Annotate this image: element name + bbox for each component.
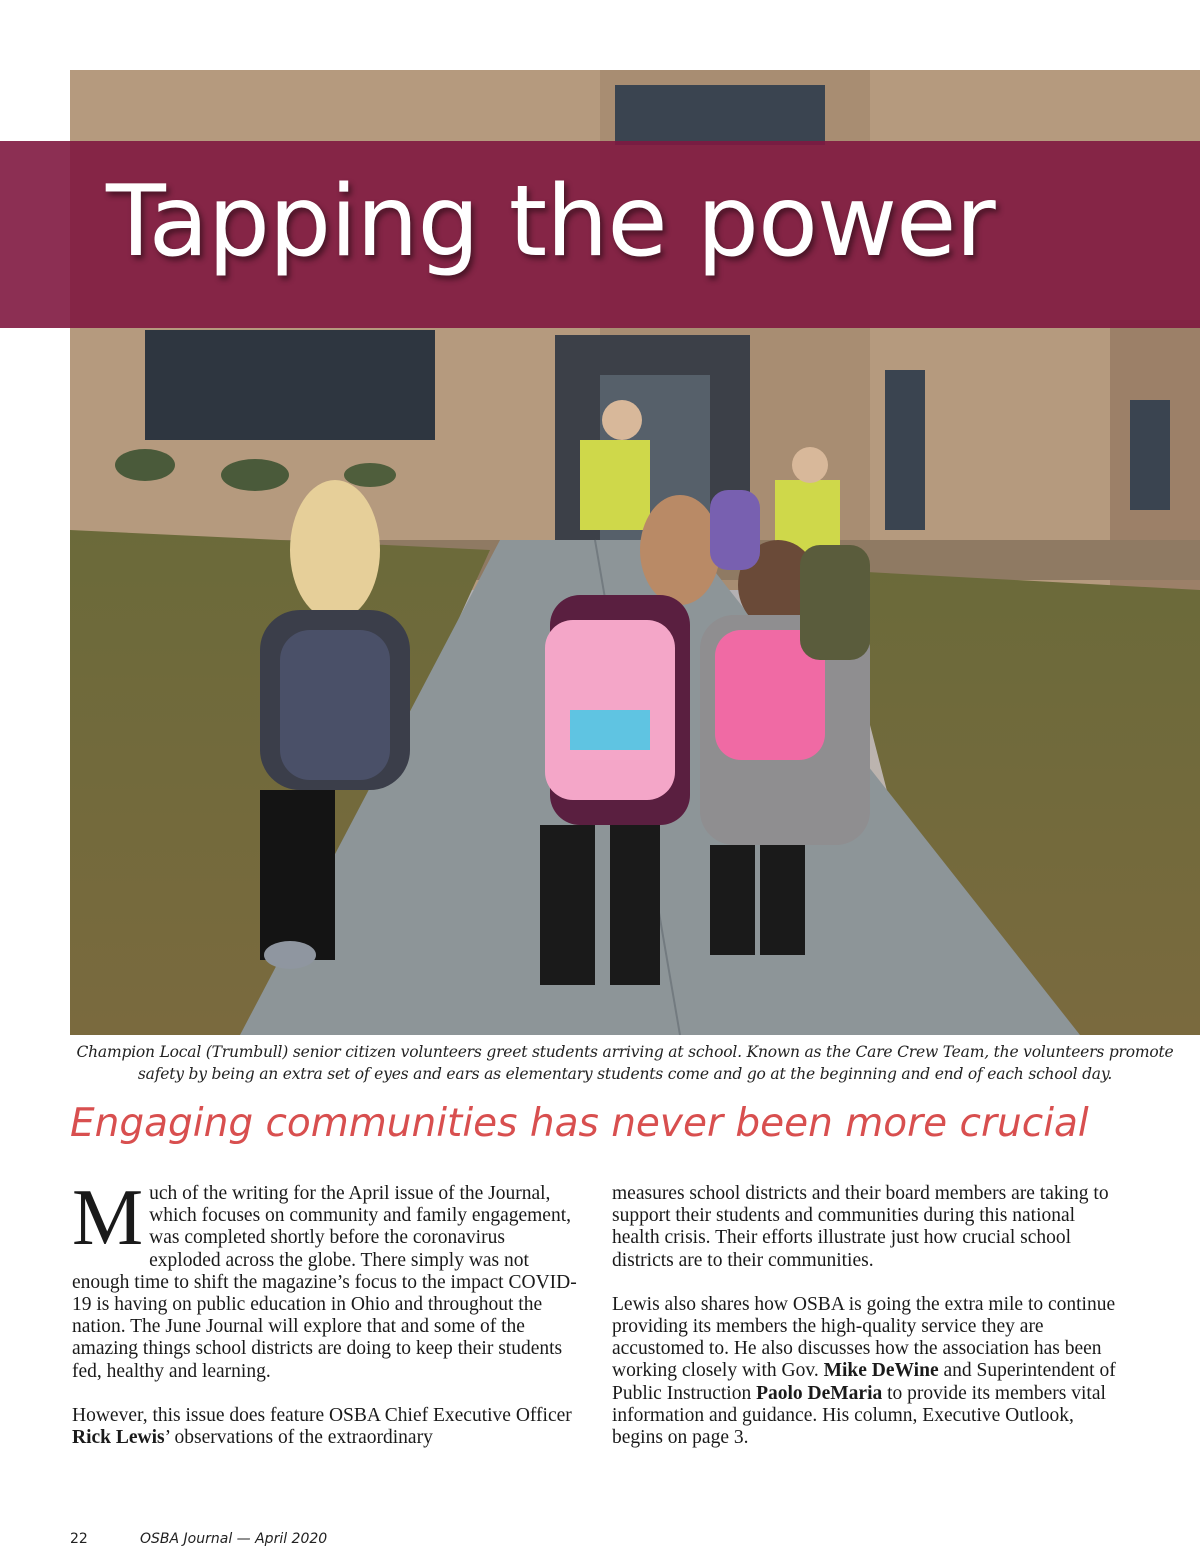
paragraph-text: However, this issue does feature OSBA Chief Executive Officer (72, 1404, 572, 1426)
article-subhead: Engaging communities has never been more crucial (70, 1101, 1089, 1146)
paragraph-text: uch of the writing for the April issue of the Journal, which focuses on community and family engagement, was completed shortly before the coronavirus exploded across the globe. There simply was not enough time to shift the magazine’s focus to the impact COVID-19 is having on public education in Ohio and throughout the nation. The June Journal will explore that and some of the amazing things school districts are doing to keep their students fed, healthy and learning. (72, 1183, 577, 1382)
person-name: Mike DeWine (823, 1360, 939, 1382)
person-name: Paolo DeMaria (756, 1382, 883, 1404)
drop-cap: M (72, 1174, 144, 1262)
article-paragraph (72, 1174, 577, 1383)
article-column-right (612, 1183, 1117, 1471)
article-paragraph: measures school districts and their board members are taking to support their students and communities during this national health crisis. Their efforts illustrate just how crucial school districts are to their communities. (612, 1183, 1109, 1271)
article-paragraph (612, 1294, 1117, 1449)
person-name: Rick Lewis (72, 1427, 165, 1449)
page-number: 22 (70, 1531, 88, 1547)
paragraph-text: and Superintendent of Public Instruction (612, 1360, 1116, 1404)
publication-name: OSBA Journal — April 2020 (140, 1531, 328, 1547)
paragraph-text: to provide its members vital information and guidance. His column, Executive Outlook, begins on page 3. (612, 1382, 1106, 1449)
article-column-left (72, 1174, 577, 1471)
paragraph-text: ’ observations of the extraordinary (164, 1427, 433, 1449)
paragraph-text: Lewis also shares how OSBA is going the extra mile to continue providing its members the high-quality service they are accustomed to. He also discusses how the association has been working closely with Gov. (612, 1293, 1116, 1382)
article-paragraph (72, 1405, 577, 1449)
photo-caption: Champion Local (Trumbull) senior citizen volunteers greet students arriving at school. Known as the Care Crew Team, the volunteers promote safety by being an extra set of eyes and ears as elementary students come and go at the beginning and end of each school day. (76, 1043, 1174, 1083)
page-title: Tapping the power (106, 165, 995, 279)
